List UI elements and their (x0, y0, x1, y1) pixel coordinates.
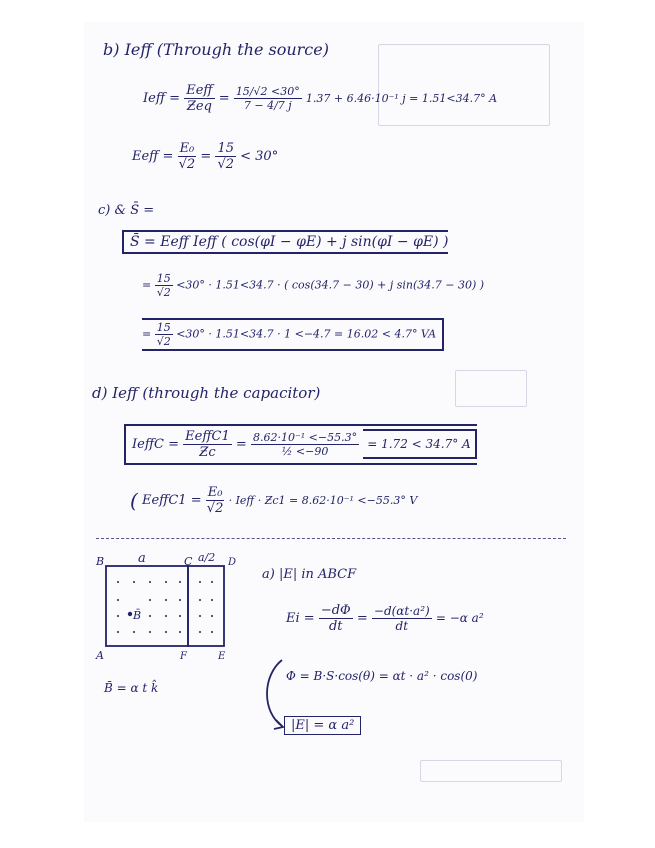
capacitor-current-line: IeffC = $\frac{\text{ΕeffC1}}{Ƶc}$ = $\frac{\text{8.62·10⁻¹ <−55.3°}}{\text{½ <−90}}$ = 1.72 < 34.7° A (124, 424, 477, 465)
emf-lhs: Εi = (286, 611, 315, 626)
field-equation: B̄ = α t k̂ (104, 681, 159, 695)
vertex-c: C (184, 555, 193, 568)
ieff-equation: Ieff = $\frac{\text{Εeff}}{\text{Ƶeq}}$ = $\frac{15/√2 <30^\circ}{7 - 4/7 j}$ 1.37 + 6.46·10⁻¹ j = 1.51<34.7° A (143, 83, 498, 114)
power-line-3-rest: <30° · 1.51<34.7 · 1 <−4.7 = 16.02 < 4.7° VA (176, 327, 437, 341)
final-answer-box: |Ε| = α a² (284, 716, 361, 735)
ec-lhs: ΕeffC1 = (141, 493, 202, 508)
ieff-num: Εeff (186, 83, 213, 98)
emf-fraction-2 (372, 605, 432, 632)
emf-den-1: dt (328, 619, 343, 634)
ieff-den-values: 7 − 4/7 j (243, 99, 292, 112)
ec-fraction (206, 486, 225, 515)
field-label: B̄ (133, 609, 142, 622)
ic-result: = 1.72 < 34.7° A (363, 429, 476, 459)
power-line-2-eq: = (142, 278, 152, 292)
eeff-fraction (178, 142, 197, 171)
power-line-1 (122, 230, 448, 254)
ieff-num-values: 15/√2 <30° (235, 85, 300, 98)
side-a-label: a (138, 551, 146, 566)
emf-fraction-1 (319, 604, 353, 633)
loop-cdef (188, 566, 224, 646)
ieff-result: 1.37 + 6.46·10⁻¹ j = 1.51<34.7° A (305, 92, 498, 105)
part-c-heading: c) & S̄ = (98, 203, 155, 218)
ieff-lhs: Ieff = (143, 91, 181, 106)
capacitor-emf-line: ( ΕeffC1 = $\frac{\text{Ε₀}}{√2}$ · Ieff · Ƶc1 = 8.62·10⁻¹ <−55.3° V (130, 485, 418, 516)
ic-num-values: 8.62·10⁻¹ <−55.3° (252, 431, 358, 444)
eeff-num-values: 15 (217, 141, 234, 156)
ic-den: Ƶc (199, 445, 216, 460)
power-line-2-num: 15 (156, 272, 171, 285)
ic-fraction (183, 430, 232, 459)
ghost-answer-box (420, 760, 562, 782)
power-line-2-rest: <30° · 1.51<34.7 · ( cos(34.7 − 30) + j sin(34.7 − 30) ) (176, 278, 485, 292)
emf-equation: Εi = $\frac{-d\Phi}{dt}$ = $\frac{\text{−d(αt·a²)}}{dt}$ = −α a² (286, 603, 484, 634)
ic-num: ΕeffC1 (185, 429, 230, 444)
ieff-fraction (184, 84, 214, 113)
eeff-fraction-values (215, 142, 236, 171)
emf-den-2: dt (395, 619, 409, 633)
ec-num: Ε₀ (207, 485, 223, 500)
loop-abcf (106, 566, 188, 646)
field-dots (117, 581, 213, 633)
eeff-angle: < 30° (240, 149, 279, 164)
ic-fraction-values (251, 432, 359, 457)
ghost-phasor-box (455, 370, 527, 407)
flux-equation: Φ = B·S·cos(θ) = αt · a² · cos(0) (286, 669, 478, 683)
ec-rest: · Ieff · Ƶc1 = 8.62·10⁻¹ <−55.3° V (228, 494, 418, 507)
side-half-a-label: a/2 (198, 551, 216, 564)
vertex-f: F (180, 651, 187, 662)
eeff-num: Ε₀ (179, 141, 195, 156)
eeff-den: √2 (178, 157, 196, 172)
emf-result: = −α a² (435, 611, 484, 625)
power-line-3 (142, 318, 444, 351)
power-line-2 (142, 273, 484, 298)
section-divider (96, 538, 566, 539)
eeff-den-values: √2 (217, 157, 234, 172)
power-line-3-den: √2 (156, 335, 171, 348)
power-formula: S̄ = Εeff Ieff ( cos(φI − φE) + j sin(φI − φE) ) (130, 234, 449, 250)
ic-den-values: ½ <−90 (281, 445, 329, 458)
power-line-3-fraction (155, 322, 173, 347)
emf-num-1: −dΦ (320, 603, 351, 618)
emf-num-2: −d(αt·a²) (373, 604, 430, 618)
power-line-2-den: √2 (156, 286, 171, 299)
ieff-fraction-values (234, 86, 302, 111)
vertex-b: B (96, 555, 105, 568)
vertex-e: E (218, 651, 226, 662)
eeff-lhs: Εeff = (132, 149, 174, 164)
part-a-heading: a) |Ε| in ABCF (262, 567, 357, 582)
power-line-2-fraction (155, 273, 173, 298)
part-b-heading: b) Ieff (Through the source) (103, 40, 329, 59)
eeff-equation: Εeff = $\frac{\text{Ε₀}}{√2}$ = $\frac{15}{√2}$ < 30° (132, 141, 279, 172)
ic-lhs: IeffC = (132, 437, 180, 452)
loop-diagram (92, 552, 262, 695)
ieff-den: Ƶeq (186, 99, 212, 114)
vertex-d: D (228, 557, 237, 568)
power-line-3-num: 15 (156, 321, 171, 334)
power-line-3-eq: = (142, 327, 152, 341)
part-d-heading: d) Ieff (through the capacitor) (92, 384, 321, 402)
ec-den: √2 (206, 501, 224, 516)
vertex-a: A (96, 649, 104, 662)
